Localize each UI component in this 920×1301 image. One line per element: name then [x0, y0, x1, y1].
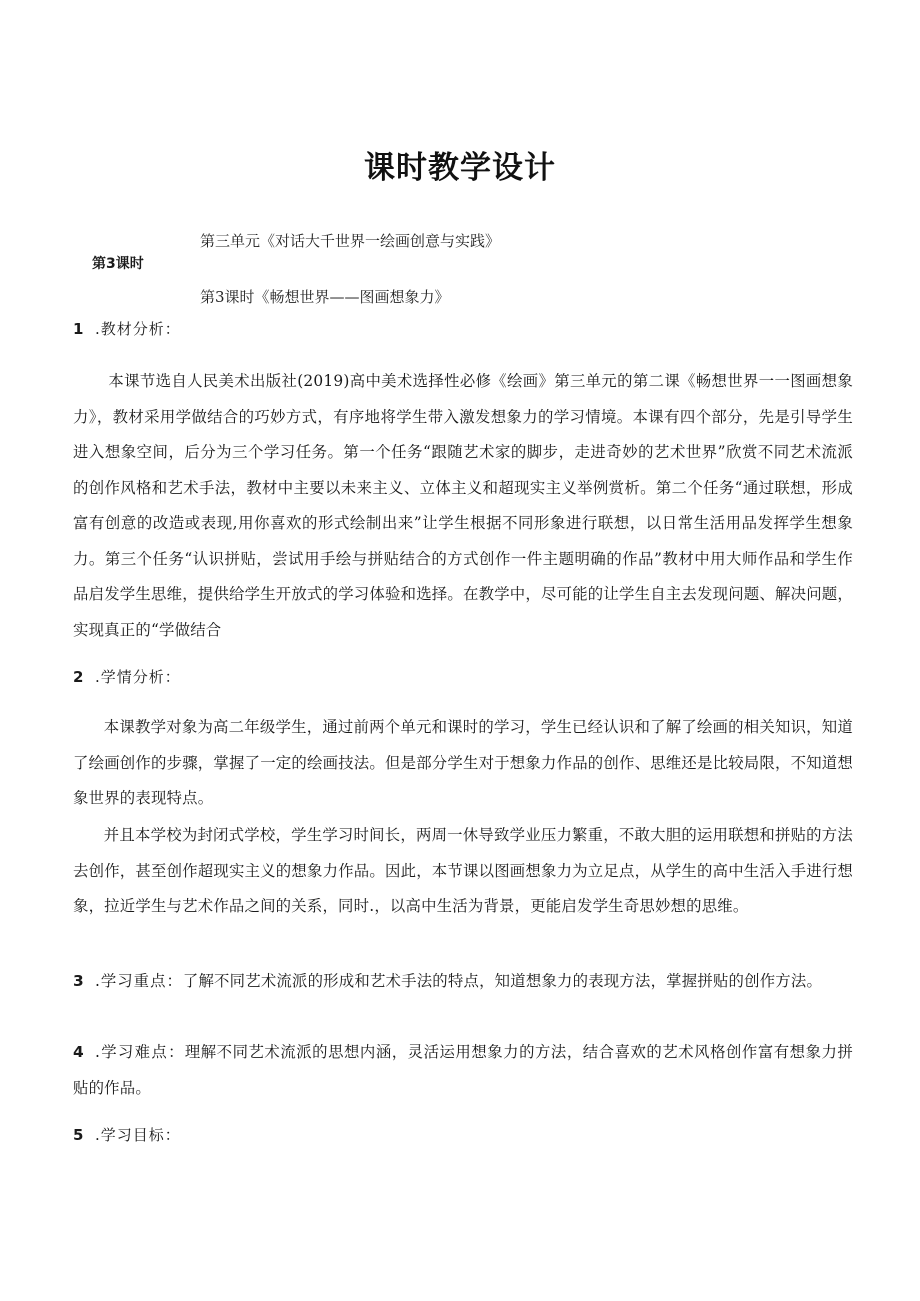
section-5-heading — [73, 1124, 181, 1145]
page-title: 课时教学设计 — [364, 150, 556, 186]
section-4-number: 4 — [73, 1043, 84, 1061]
section-1-heading — [73, 318, 181, 339]
lesson-line: 第3课时《畅想世界——图画想象力》 — [200, 288, 450, 306]
section-5-label: .学习目标： — [95, 1126, 181, 1144]
section-4-text: 理解不同艺术流派的思想内涵，灵活运用想象力的方法，结合喜欢的艺术风格创作富有想象力拼贴的作品。 — [73, 1043, 853, 1097]
section-3-label: .学习重点： — [95, 972, 183, 990]
unit-line: 第三单元《对话大千世界一绘画创意与实践》 — [200, 232, 501, 250]
section-1-number: 1 — [73, 320, 85, 338]
section-1-label: .教材分析： — [95, 320, 181, 338]
section-2-text-2: 并且本学校为封闭式学校，学生学习时间长，两周一休导致学业压力繁重，不敢大胆的运用联想和拼贴的方法去创作，甚至创作超现实主义的想象力作品。因此，本节课以图画想象力为立足点，从学生的高中生活入手进行想象，拉近学生与艺术作品之间的关系，同时.，以高中生活为背景，更能启发学生奇思妙想的思维。 — [73, 826, 853, 915]
lesson-label: 第3课时 — [92, 256, 144, 272]
section-4-block — [73, 1035, 853, 1106]
section-2-label: .学情分析： — [95, 668, 181, 686]
section-3-block — [73, 964, 853, 1000]
section-2-text-1: 本课教学对象为高二年级学生，通过前两个单元和课时的学习，学生已经认识和了解了绘画的相关知识，知道了绘画创作的步骤，掌握了一定的绘画技法。但是部分学生对于想象力作品的创作、思维还是比较局限，不知道想象世界的表现特点。 — [73, 718, 853, 807]
section-3-number: 3 — [73, 972, 84, 990]
section-2-number: 2 — [73, 668, 85, 686]
section-2-heading — [73, 666, 181, 687]
section-5-number: 5 — [73, 1126, 85, 1144]
section-1-text: 本课节选自人民美术出版社(2019)高中美术选择性必修《绘画》第三单元的第二课《畅想世界一一图画想象力》，教材采用学做结合的巧妙方式，有序地将学生带入激发想象力的学习情境。本课有四个部分，先是引导学生进入想象空间，后分为三个学习任务。第一个任务“跟随艺术家的脚步，走进奇妙的艺术世界”欣赏不同艺术流派的创作风格和艺术手法，教材中主要以未来主义、立体主义和超现实主义举例赏析。第二个任务“通过联想，形成富有创意的改造或表现,用你喜欢的形式绘制出来”让学生根据不同形象进行联想，以日常生活用品发挥学生想象力。第三个任务“认识拼贴，尝试用手绘与拼贴结合的方式创作一件主题明确的作品”教材中用大师作品和学生作品启发学生思维，提供给学生开放式的学习体验和选择。在教学中，尽可能的让学生自主去发现问题、解决问题，实现真正的“学做结合 — [73, 372, 853, 639]
section-3-text: 了解不同艺术流派的形成和艺术手法的特点，知道想象力的表现方法，掌握拼贴的创作方法。 — [182, 972, 823, 990]
section-4-label: .学习难点： — [95, 1043, 185, 1061]
